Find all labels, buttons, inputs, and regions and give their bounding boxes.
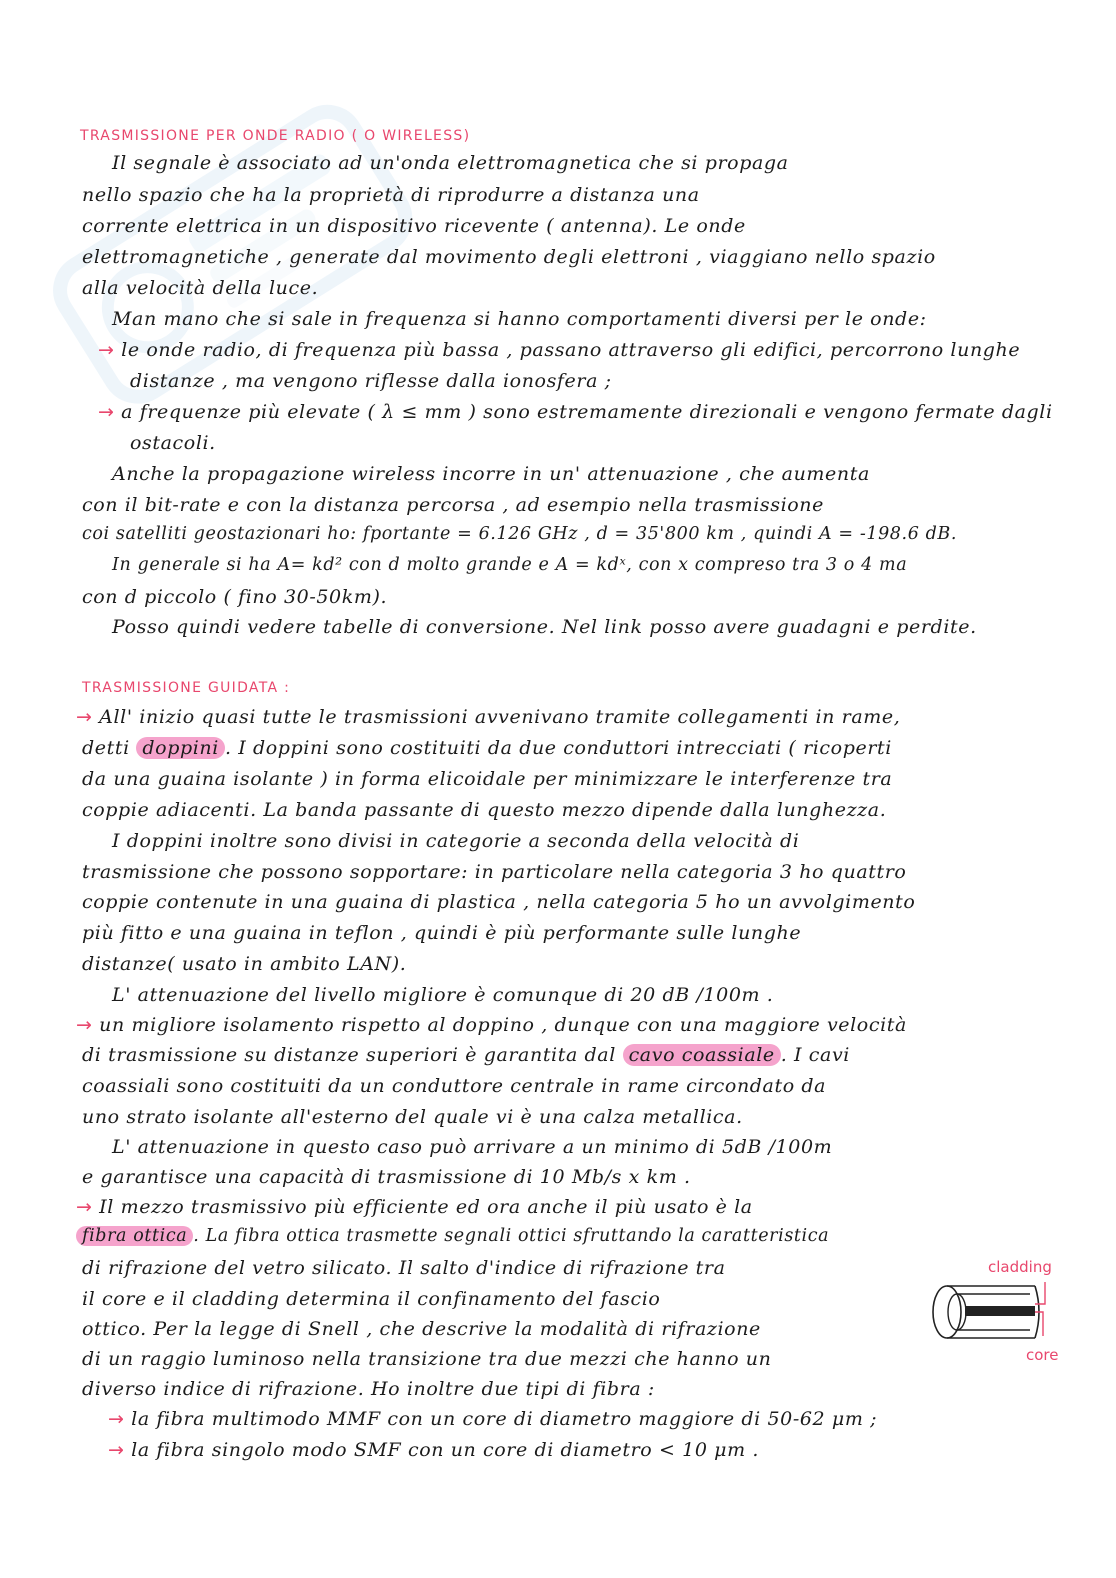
text-line: Il mezzo trasmissivo più efficiente ed ora anche il più usato è la bbox=[99, 1196, 753, 1218]
text-line: la fibra singolo modo SMF con un core di diametro < 10 μm . bbox=[131, 1439, 759, 1461]
text-line: coppie adiacenti. La banda passante di questo mezzo dipende dalla lunghezza. bbox=[82, 799, 887, 821]
text-line: a frequenze più elevate ( λ ≤ mm ) sono estremamente direzionali e vengono fermate dagli bbox=[121, 401, 1053, 423]
text-line: Man mano che si sale in frequenza si hanno comportamenti diversi per le onde: bbox=[112, 308, 927, 330]
arrow-icon: → bbox=[98, 401, 115, 423]
text-line: L' attenuazione del livello migliore è comunque di 20 dB /100m . bbox=[112, 984, 774, 1006]
arrow-icon: → bbox=[108, 1408, 125, 1430]
text-line: da una guaina isolante ) in forma elicoidale per minimizzare le interferenze tra bbox=[82, 768, 893, 790]
text-line: uno strato isolante all'esterno del quale vi è una calza metallica. bbox=[82, 1106, 743, 1128]
text-line: L' attenuazione in questo caso può arrivare a un minimo di 5dB /100m bbox=[112, 1136, 833, 1158]
highlight-doppini: doppini bbox=[136, 737, 225, 759]
arrow-icon: → bbox=[76, 1196, 93, 1218]
bullet-line bbox=[108, 1408, 877, 1430]
text-line: con d piccolo ( fino 30-50km). bbox=[82, 586, 388, 608]
text-line: distanze , ma vengono riflesse dalla ionosfera ; bbox=[130, 370, 612, 392]
bullet-line bbox=[98, 339, 1020, 361]
text-line: Posso quindi vedere tabelle di conversione. Nel link posso avere guadagni e perdite. bbox=[112, 616, 977, 638]
text-line: alla velocità della luce. bbox=[82, 277, 319, 299]
text-line: I doppini inoltre sono divisi in categorie a seconda della velocità di bbox=[112, 830, 800, 852]
arrow-icon: → bbox=[108, 1439, 125, 1461]
text-line: coassiali sono costituiti da un conduttore centrale in rame circondato da bbox=[82, 1075, 827, 1097]
text-line: Anche la propagazione wireless incorre in un' attenuazione , che aumenta bbox=[112, 463, 870, 485]
text-line: distanze( usato in ambito LAN). bbox=[82, 953, 407, 975]
text-line: ostacoli. bbox=[130, 432, 216, 454]
text-line: coi satelliti geostazionari ho: fportante = 6.126 GHz , d = 35'800 km , quindi A = -198.6 dB. bbox=[82, 524, 958, 544]
highlight-fibra-ottica: fibra ottica bbox=[76, 1226, 193, 1246]
bullet-line bbox=[76, 1014, 907, 1036]
text-line: un migliore isolamento rispetto al doppino , dunque con una maggiore velocità bbox=[99, 1014, 907, 1036]
highlight-cavo-coassiale: cavo coassiale bbox=[623, 1044, 781, 1066]
text-line: trasmissione che possono sopportare: in particolare nella categoria 3 ho quattro bbox=[82, 861, 907, 883]
bullet-line bbox=[98, 401, 1053, 423]
section-heading-guided: TRASMISSIONE GUIDATA : bbox=[82, 680, 291, 696]
diagram-label-core: core bbox=[1026, 1346, 1059, 1364]
text-line: coppie contenute in una guaina di plastica , nella categoria 5 ho un avvolgimento bbox=[82, 891, 916, 913]
text-line: nello spazio che ha la proprietà di riprodurre a distanza una bbox=[82, 184, 700, 206]
text-line: diverso indice di rifrazione. Ho inoltre due tipi di fibra : bbox=[82, 1378, 655, 1400]
text-line: più fitto e una guaina in teflon , quindi è più performante sulle lunghe bbox=[82, 922, 802, 944]
text-line: il core e il cladding determina il confinamento del fascio bbox=[82, 1288, 661, 1310]
arrow-icon: → bbox=[98, 339, 115, 361]
diagram-label-cladding: cladding bbox=[988, 1258, 1052, 1276]
section-heading-radio: TRASMISSIONE PER ONDE RADIO ( O WIRELESS) bbox=[80, 128, 471, 144]
arrow-icon: → bbox=[76, 706, 93, 728]
text-line: fibra ottica . La fibra ottica trasmette segnali ottici sfruttando la caratteristica bbox=[76, 1226, 829, 1246]
bullet-line bbox=[108, 1439, 759, 1461]
text-line: le onde radio, di frequenza più bassa , passano attraverso gli edifici, percorrono lunghe bbox=[121, 339, 1021, 361]
text-line: Il segnale è associato ad un'onda elettromagnetica che si propaga bbox=[112, 152, 789, 174]
text-line: ottico. Per la legge di Snell , che descrive la modalità di rifrazione bbox=[82, 1318, 761, 1340]
text-line: la fibra multimodo MMF con un core di diametro maggiore di 50-62 μm ; bbox=[131, 1408, 878, 1430]
text-line: elettromagnetiche , generate dal movimento degli elettroni , viaggiano nello spazio bbox=[82, 246, 936, 268]
text-line: In generale si ha A= kd² con d molto grande e A = kdˣ, con x compreso tra 3 o 4 ma bbox=[112, 555, 908, 575]
text-line: All' inizio quasi tutte le trasmissioni avvenivano tramite collegamenti in rame, bbox=[99, 706, 901, 728]
text-line: e garantisce una capacità di trasmissione di 10 Mb/s x km . bbox=[82, 1166, 691, 1188]
text-line: con il bit-rate e con la distanza percorsa , ad esempio nella trasmissione bbox=[82, 494, 824, 516]
text-line: corrente elettrica in un dispositivo ricevente ( antenna). Le onde bbox=[82, 215, 746, 237]
bullet-line bbox=[76, 706, 900, 728]
bullet-line bbox=[76, 1196, 753, 1218]
text-line: detti doppini . I doppini sono costituiti da due conduttori intrecciati ( ricoperti bbox=[82, 737, 892, 759]
arrow-icon: → bbox=[76, 1014, 93, 1036]
text-line: di trasmissione su distanze superiori è garantita dal cavo coassiale . I cavi bbox=[82, 1044, 850, 1066]
text-line: di un raggio luminoso nella transizione tra due mezzi che hanno un bbox=[82, 1348, 772, 1370]
fiber-optic-diagram bbox=[925, 1274, 1075, 1354]
text-line: di rifrazione del vetro silicato. Il salto d'indice di rifrazione tra bbox=[82, 1257, 726, 1279]
